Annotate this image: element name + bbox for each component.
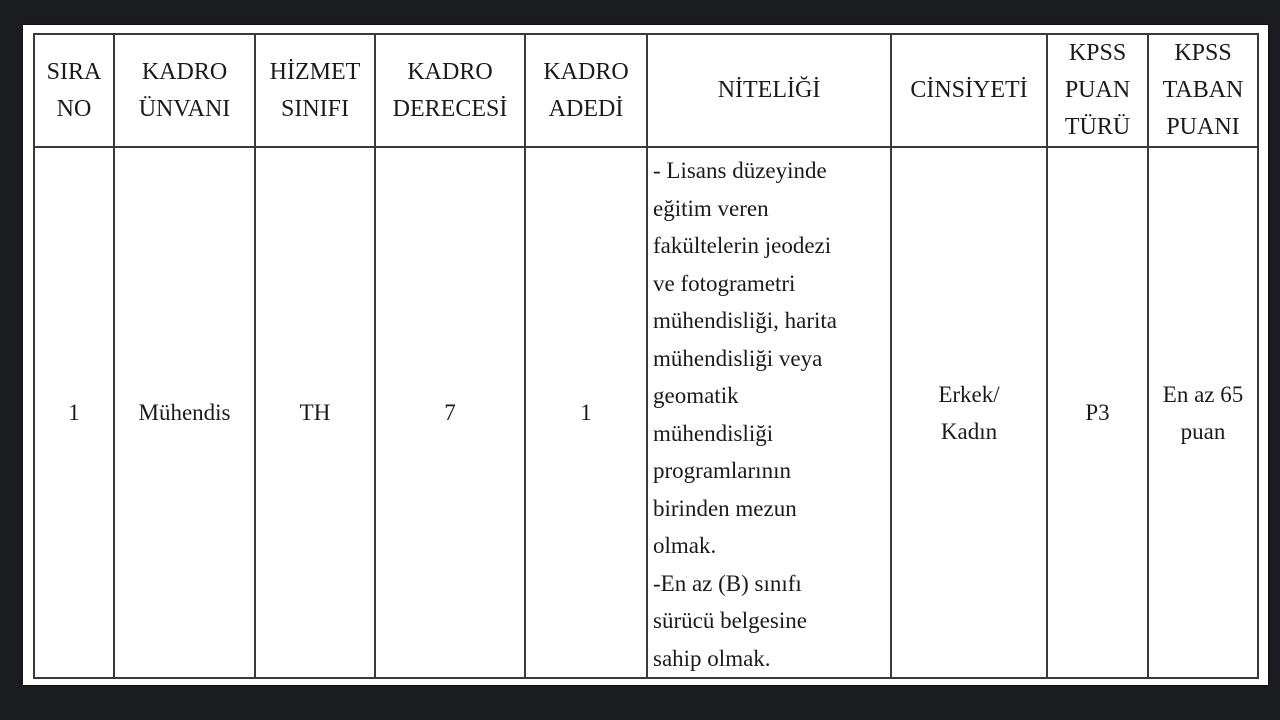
header-sira-no: SIRA NO bbox=[34, 34, 114, 147]
header-kadro-derecesi: KADRO DERECESİ bbox=[375, 34, 525, 147]
cell-sira-no: 1 bbox=[34, 147, 114, 678]
header-kpss-puan-turu: KPSS PUAN TÜRÜ bbox=[1047, 34, 1148, 147]
table-header-row bbox=[34, 34, 1258, 147]
header-kpss-taban-puani: KPSS TABAN PUANI bbox=[1148, 34, 1258, 147]
staff-position-table bbox=[33, 33, 1259, 679]
cell-kadro-unvani: Mühendis bbox=[114, 147, 255, 678]
cell-kadro-derecesi: 7 bbox=[375, 147, 525, 678]
table-row bbox=[34, 147, 1258, 678]
cell-hizmet-sinifi: TH bbox=[255, 147, 375, 678]
cell-kpss-taban-puani: En az 65 puan bbox=[1148, 147, 1258, 678]
document-page bbox=[23, 25, 1268, 685]
cell-cinsiyeti: Erkek/ Kadın bbox=[891, 147, 1047, 678]
cell-kpss-puan-turu: P3 bbox=[1047, 147, 1148, 678]
header-hizmet-sinifi: HİZMET SINIFI bbox=[255, 34, 375, 147]
header-niteligi: NİTELİĞİ bbox=[647, 34, 891, 147]
header-cinsiyeti: CİNSİYETİ bbox=[891, 34, 1047, 147]
cell-niteligi: - Lisans düzeyinde eğitim veren fakültelerin jeodezi ve fotogrametri mühendisliği, harita mühendisliği veya geomatik mühendisliği programlarının birinden mezun olmak. -En az (B) sınıfı sürücü belgesine sahip olmak. bbox=[647, 147, 891, 678]
header-kadro-adedi: KADRO ADEDİ bbox=[525, 34, 647, 147]
header-kadro-unvani: KADRO ÜNVANI bbox=[114, 34, 255, 147]
cell-kadro-adedi: 1 bbox=[525, 147, 647, 678]
